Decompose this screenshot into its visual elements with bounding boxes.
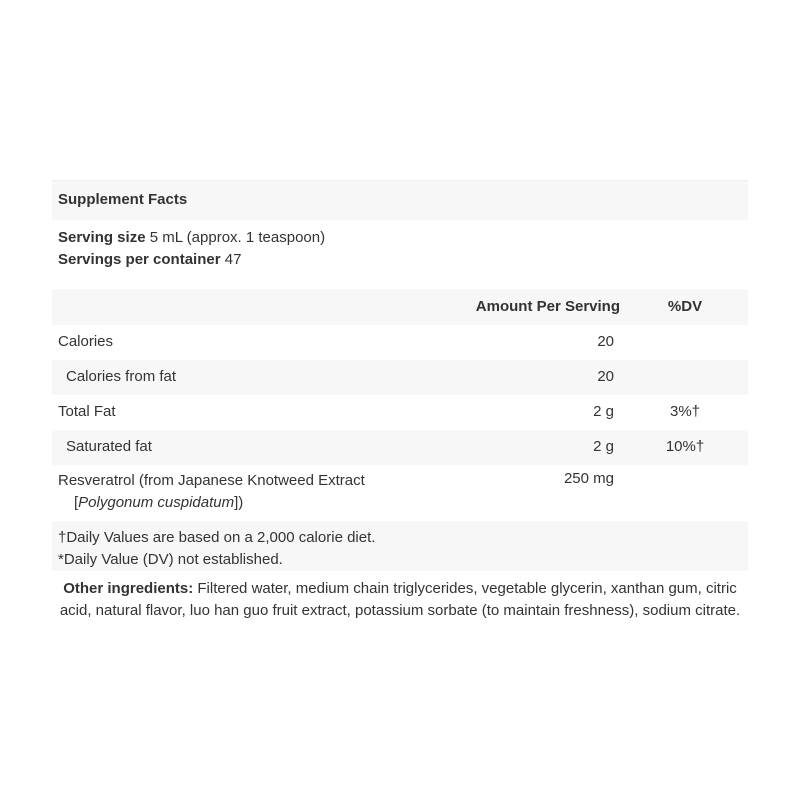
table-header-row (52, 289, 748, 325)
table-row (52, 430, 748, 465)
nutrient-name: Total Fat (58, 403, 116, 420)
supplement-facts-title: Supplement Facts (52, 180, 748, 220)
servings-per-container-label: Servings per container (58, 251, 221, 268)
nutrient-table (52, 289, 748, 521)
servings-per-container (58, 249, 742, 271)
nutrient-name: Calories from fat (66, 368, 177, 385)
serving-size-label: Serving size (58, 229, 146, 246)
nutrient-amount: 20 (597, 368, 614, 385)
footnote-daily-values: †Daily Values are based on a 2,000 calorie diet. (58, 529, 376, 546)
nutrient-dv (620, 465, 748, 521)
header-nutrient (52, 289, 412, 325)
other-ingredients-label: Other ingredients: (63, 580, 194, 597)
serving-size-value: 5 mL (approx. 1 teaspoon) (149, 229, 326, 246)
nutrient-name-main: Resveratrol (from Japanese Knotweed Extract (58, 472, 365, 489)
nutrient-amount: 2 g (593, 403, 614, 420)
footnotes (52, 521, 748, 571)
other-ingredients-text: Filtered water, medium chain triglycerides, vegetable glycerin, xanthan gum, citric acid, natural flavor, luo han guo fruit extract, potassium sorbate (to maintain freshness), sodium citrate. (59, 580, 741, 619)
nutrient-amount: 2 g (593, 438, 614, 455)
table-row (52, 325, 748, 360)
nutrient-dv: 10%† (665, 438, 705, 455)
nutrient-name: Calories (58, 333, 114, 350)
nutrient-dv: 3%† (669, 403, 701, 420)
bracket-close: ]) (234, 494, 244, 511)
supplement-facts-panel (52, 180, 748, 571)
nutrient-name-botanical (58, 492, 406, 514)
other-ingredients (52, 578, 748, 622)
footnote-dv-not-established: *Daily Value (DV) not established. (58, 551, 283, 568)
header-amount-per-serving: Amount Per Serving (475, 298, 620, 315)
nutrient-dv (620, 325, 748, 360)
table-row (52, 395, 748, 430)
nutrient-dv (620, 360, 748, 395)
botanical-name: Polygonum cuspidatum (78, 494, 235, 511)
bracket-open: [ (74, 494, 79, 511)
header-daily-value: %DV (667, 298, 703, 315)
nutrient-amount: 250 mg (563, 470, 614, 487)
serving-size (58, 227, 742, 249)
serving-info (52, 220, 748, 289)
nutrient-name (52, 465, 412, 521)
servings-per-container-value: 47 (224, 251, 242, 268)
table-row (52, 360, 748, 395)
table-row (52, 465, 748, 521)
nutrient-amount: 20 (597, 333, 614, 350)
nutrient-name: Saturated fat (66, 438, 152, 455)
